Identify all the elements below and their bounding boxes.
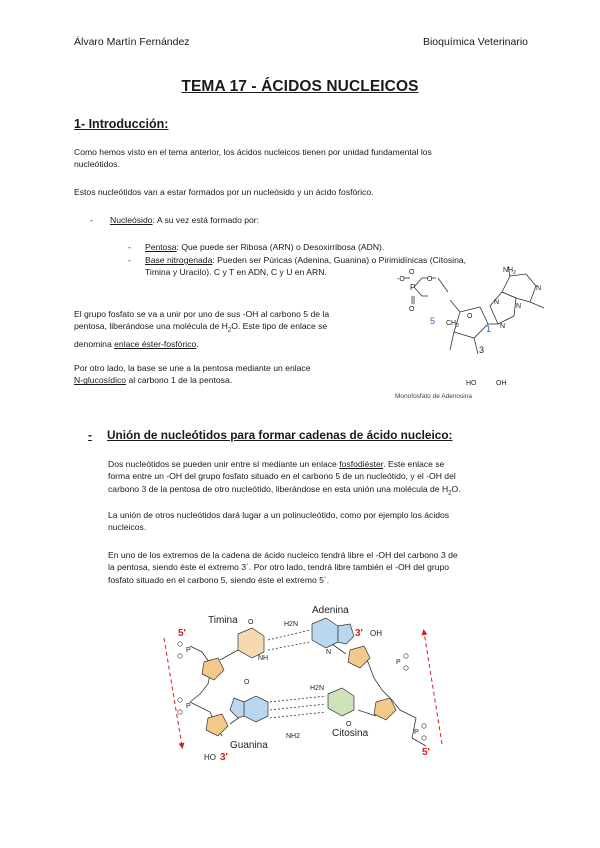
phosphate-bottom-right: P	[414, 729, 419, 736]
amp-c5-label: 5	[430, 316, 436, 326]
bullet-dash-nucleosido: -	[90, 215, 93, 225]
nucleosido-term: Nucleósido	[110, 215, 153, 225]
pentose-ring-top-right	[348, 646, 370, 668]
pentosa-text: : Que puede ser Ribosa (ARN) o Desoxirribosa (ADN).	[176, 242, 385, 252]
section-heading-introduccion: 1- Introducción:	[74, 117, 169, 131]
p3-line-1: En uno de los extremos de la cadena de ácido nucleico tendrá libre el -OH del carbono 3 de	[108, 550, 458, 560]
p3-line-2: la pentosa, siendo éste el extremo 3´. Por otro lado, tendrá libre también el -OH del grupo	[108, 562, 450, 573]
amp-n1: N	[536, 285, 542, 292]
amp-ring-o: O	[467, 313, 473, 320]
amp-c1-label: 1	[486, 324, 492, 334]
section2-dash: -	[88, 428, 92, 442]
fosfato-line-3a: denomina	[74, 338, 115, 349]
guanine-ring-5	[230, 698, 244, 718]
label-o-cytosine: O	[346, 721, 352, 728]
right-strand-arrow	[424, 632, 442, 744]
label-guanina: Guanina	[230, 740, 268, 751]
header-author: Álvaro Martín Fernández	[74, 36, 190, 48]
amp-n9: N	[500, 323, 506, 330]
fosfato-paragraph	[74, 308, 394, 350]
thymine-ring	[238, 628, 264, 658]
intro-line-1: Como hemos visto en el tema anterior, los ácidos nucleicos tienen por unidad fundamental los	[74, 147, 432, 157]
nucleosido-text: : A su vez está formado por:	[152, 215, 260, 225]
pentose-ring-bottom-left	[206, 714, 228, 736]
n-glucosidico-term: N-glucosídico	[74, 375, 127, 386]
label-oh-top: OH	[370, 629, 382, 638]
label-h2n-top: H2N	[284, 621, 299, 628]
intro-line-2: nucleótidos.	[74, 159, 120, 170]
fosfato-line-3b: .	[196, 338, 199, 349]
label-citosina: Citosina	[332, 728, 369, 739]
amp-p: P	[410, 283, 416, 292]
extremos-paragraph	[108, 549, 548, 586]
fosfato-line-2a: pentosa, liberándose una molécula de H	[74, 321, 228, 332]
cytosine-ring	[328, 688, 354, 716]
label-nh: NH	[258, 655, 269, 662]
amp-ho: HO	[466, 380, 477, 387]
pentose-ring-top-left	[202, 658, 224, 680]
amp-nh2: $NH_2$	[503, 267, 516, 276]
label-three-prime-bottom: 3'	[220, 752, 228, 763]
phosphate-mid-left: P	[186, 703, 191, 710]
base-text-1: : Pueden ser Púricas (Adenina, Guanina) o Pirimidínicas (Citosina,	[212, 255, 467, 265]
guanine-ring-6	[244, 696, 268, 722]
enlace-ester-fosforico-term: enlace éster-fosfórico	[114, 338, 197, 349]
base-union-line-1: Por otro lado, la base se une a la pentosa mediante un enlace	[74, 363, 311, 373]
p1-line-1a: Dos nucleótidos se pueden unir entre sí mediante un enlace	[108, 459, 340, 469]
label-ho-bottom: HO	[204, 753, 216, 762]
base-text-2: Timina y Uracilo). C y T en ADN, C y U en ARN.	[145, 267, 327, 278]
amp-o-bottom: O	[409, 306, 415, 313]
adenine-ring-6	[312, 618, 338, 648]
amp-oh: OH	[496, 380, 507, 387]
bullet-dash-base: -	[128, 255, 131, 265]
base-term: Base nitrogenada	[145, 255, 213, 265]
label-o-guanine: O	[244, 679, 250, 686]
formed-paragraph: Estos nucleótidos van a estar formados por un nucleósido y un ácido fosfórico.	[74, 187, 374, 197]
p2-line-2: nucleicos.	[108, 522, 147, 533]
page-title: TEMA 17 - ÁCIDOS NUCLEICOS	[181, 78, 419, 95]
amp-c3-label: 3	[479, 345, 485, 355]
amp-caption: Monofosfato de Adenosina	[395, 393, 472, 400]
label-h2n-mid: H2N	[310, 685, 325, 692]
amp-o-top: O	[409, 269, 415, 276]
amp-structure-figure	[390, 262, 570, 404]
phosphate-top-left: P	[186, 647, 191, 654]
adenine-ring-5	[338, 624, 354, 644]
header-subject: Bioquímica Veterinario	[422, 36, 528, 48]
label-o-thymine: O	[248, 619, 254, 626]
label-five-prime-bottom: 5'	[422, 747, 430, 758]
intro-paragraph	[74, 146, 534, 171]
fosfato-line-1: El grupo fosfato se va a unir por uno de sus -OH al carbono 5 de la	[74, 309, 330, 319]
label-three-prime-top: 3'	[355, 628, 363, 639]
bullet-dash-pentosa: -	[128, 242, 131, 252]
fosfato-line-2b: O. Este tipo de enlace se	[231, 321, 328, 332]
pentosa-item	[145, 241, 384, 253]
fosfodiester-paragraph	[108, 458, 548, 500]
p1-line-3-sub: 2	[448, 490, 452, 497]
base-union-paragraph	[74, 362, 394, 387]
p1-line-2: forma entre un -OH del grupo fosfato situado en el carbono 5 de un nucleótido, y el -OH del	[108, 471, 456, 482]
phosphate-top-right: P	[396, 659, 401, 666]
label-five-prime-top: 5'	[178, 628, 186, 639]
label-adenina: Adenina	[312, 605, 349, 616]
dna-strands-figure	[160, 598, 460, 770]
fosfato-line-2-sub: 2	[227, 328, 232, 335]
p1-line-3a: carbono 3 de la pentosa de otro nucleótido, liberándose en esta unión una molécula de H	[108, 483, 449, 494]
amp-neg-o: -O	[397, 276, 405, 283]
p2-line-1: La unión de otros nucleótidos dará lugar a un polinucleótido, como por ejemplo los ácidos	[108, 510, 450, 520]
section2-heading: Unión de nucleótidos para formar cadenas de ácido nucleico:	[107, 428, 453, 442]
p1-line-3b: O.	[451, 483, 461, 494]
amp-n3: N	[516, 303, 522, 310]
nucleosido-item	[110, 214, 259, 226]
label-nh2-bottom: NH2	[286, 733, 301, 740]
p3-line-3: fosfato situado en el carbono 5, siendo éste el extremo 5´.	[108, 574, 330, 585]
label-n-adenine: N	[326, 649, 332, 656]
base-union-line-2: al carbono 1 de la pentosa.	[126, 375, 233, 386]
amp-o-right: O	[427, 276, 433, 283]
label-timina: Timina	[208, 615, 238, 626]
p1-line-1b: . Este enlace se	[383, 459, 445, 469]
fosfodiester-term: fosfodiéster	[339, 459, 384, 469]
pentosa-term: Pentosa	[145, 242, 177, 252]
amp-n7: N	[494, 299, 500, 306]
polinucleotido-paragraph	[108, 509, 548, 534]
amp-ch2: $CH_2$	[446, 320, 459, 329]
